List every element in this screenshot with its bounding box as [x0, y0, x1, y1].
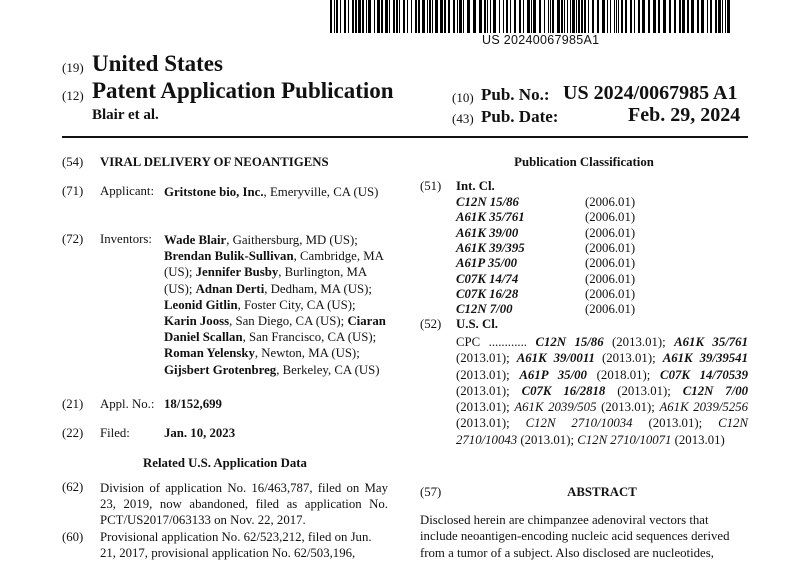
int-cl-date: (2006.01): [585, 240, 636, 255]
cpc-code: C07K 16/2818: [521, 383, 606, 398]
cpc-classification: [456, 334, 748, 448]
barcode-bar: [457, 0, 458, 33]
cpc-code: C12N 2710/10034: [525, 416, 633, 431]
barcode-image: [330, 0, 730, 33]
filed-label: Filed:: [100, 426, 130, 440]
tag-43: (43): [452, 111, 474, 126]
field-72-num: (72): [62, 232, 84, 246]
barcode-bar: [578, 0, 580, 33]
barcode-bar: [435, 0, 438, 33]
field-22-num: (22): [62, 426, 84, 440]
barcode-bar: [377, 0, 380, 33]
cpc-code: C12N 2710/10071: [577, 432, 672, 447]
inventor-name: Jennifer Busby: [195, 265, 279, 280]
tag-12: (12): [62, 88, 84, 103]
cpc-date: (2013.01): [671, 432, 725, 447]
barcode-bar: [479, 0, 482, 33]
inventor-location: , Berkeley, CA (US): [276, 362, 380, 377]
barcode-bar: [336, 0, 338, 33]
cpc-code: A61K 39/39541: [662, 351, 748, 366]
cpc-code: A61K 35/761: [674, 335, 748, 349]
cpc-date: (2013.01);: [456, 400, 515, 415]
barcode-bar: [334, 0, 335, 33]
field-52-num: (52): [420, 317, 442, 331]
barcode-bar: [552, 0, 554, 33]
barcode-bar: [658, 0, 660, 33]
cpc-code: A61P 35/00: [519, 367, 587, 382]
int-cl-date: (2006.01): [585, 302, 636, 317]
barcode-bar: [385, 0, 388, 33]
tag-10: (10): [452, 90, 474, 105]
barcode-bar: [679, 0, 681, 33]
pub-class-title: Publication Classification: [514, 155, 654, 169]
header-rule: [62, 136, 748, 138]
abstract-line: from a tumor of a subject. Also disclosed are nucleotides,: [420, 545, 714, 560]
barcode-bar: [588, 0, 589, 33]
inventor-location: , Newton, MA (US);: [254, 346, 360, 361]
document-type-heading: Patent Application Publication: [92, 78, 394, 103]
abstract-title: ABSTRACT: [567, 485, 637, 499]
int-cl-date: (2006.01): [585, 210, 636, 225]
abstract-line: include neoantigen-encoding nucleic acid sequences derived: [420, 529, 730, 544]
field-57-num: (57): [420, 485, 442, 499]
tag-19: (19): [62, 60, 84, 75]
cpc-date: (2013.01);: [632, 416, 719, 431]
barcode-bar: [381, 0, 383, 33]
pub-no-label: Pub. No.:: [481, 85, 550, 104]
barcode-bar: [510, 0, 511, 33]
abstract-line: Disclosed herein are chimpanzee adenoviral vectors that: [420, 513, 709, 527]
barcode-bar: [592, 0, 594, 33]
barcode-bar: [487, 0, 488, 33]
cpc-code: C12N 15/86: [535, 335, 604, 349]
cpc-date: (2013.01);: [456, 383, 522, 398]
barcode-bar: [429, 0, 431, 33]
barcode-bar: [548, 0, 549, 33]
barcode-bar: [393, 0, 395, 33]
barcode-bar: [674, 0, 676, 33]
barcode-bar: [358, 0, 361, 33]
int-cl-code: A61K 39/00: [456, 225, 519, 240]
barcode-bar: [715, 0, 717, 33]
int-cl-code: A61P 35/00: [456, 256, 518, 271]
barcode-bar: [653, 0, 656, 33]
applicant-label: Applicant:: [100, 184, 155, 198]
cpc-date: (2013.01);: [594, 351, 663, 366]
cpc-date: (2013.01);: [456, 367, 520, 382]
field-21-num: (21): [62, 397, 84, 411]
inventor-name: Karin Jooss: [164, 314, 230, 329]
inventor-location: , San Diego, CA (US);: [229, 314, 348, 329]
provisional-line-1: Provisional application No. 62/523,212, filed on Jun.: [100, 530, 372, 544]
barcode-bar: [399, 0, 400, 33]
field-60-num: (60): [62, 530, 84, 544]
cpc-date: (2013.01);: [517, 432, 578, 447]
barcode-bar: [630, 0, 632, 33]
inventor-location: , Burlington, MA (US);: [164, 265, 367, 296]
barcode-bar: [467, 0, 470, 33]
cpc-code: A61K 2039/505: [514, 400, 597, 415]
barcode-bar: [463, 0, 464, 33]
barcode-bar: [411, 0, 412, 33]
inventor-location: , San Francisco, CA (US);: [242, 330, 377, 345]
appl-no-label: Appl. No.:: [100, 397, 155, 411]
cpc-code: C07K 14/70539: [660, 367, 748, 382]
pub-date-value: Feb. 29, 2024: [628, 104, 741, 126]
barcode-bar: [648, 0, 650, 33]
barcode-bar: [422, 0, 425, 33]
int-cl-code: C12N 15/86: [456, 195, 519, 209]
barcode-bar: [710, 0, 712, 33]
barcode-bar: [415, 0, 417, 33]
barcode-bar: [584, 0, 586, 33]
barcode-bar: [407, 0, 408, 33]
inventor-location: , Cambridge, MA (US);: [164, 249, 384, 280]
barcode-bar: [602, 0, 605, 33]
barcode-bar: [581, 0, 583, 33]
barcode-bar: [669, 0, 671, 33]
barcode-bar: [618, 0, 619, 33]
us-cl-label: U.S. Cl.: [456, 317, 498, 331]
barcode-bar: [355, 0, 357, 33]
barcode-bar: [576, 0, 577, 33]
inventor-name: Adnan Derti: [195, 281, 265, 296]
cpc-label: CPC ............: [456, 335, 536, 349]
related-data-title: Related U.S. Application Data: [143, 456, 307, 470]
barcode-bar: [701, 0, 704, 33]
cpc-date: (2013.01);: [456, 351, 517, 366]
barcode-bar: [523, 0, 524, 33]
applicant-location: , Emeryville, CA (US): [263, 185, 379, 199]
int-cl-date: (2006.01): [585, 195, 636, 209]
barcode-bar: [427, 0, 428, 33]
barcode-bar: [642, 0, 645, 33]
cpc-code: C12N 2710/10043: [456, 416, 748, 447]
field-71-num: (71): [62, 184, 84, 198]
barcode-bar: [567, 0, 568, 33]
inventor-location: , Dedham, MA (US);: [264, 281, 372, 296]
barcode-bar: [557, 0, 560, 33]
barcode-bar: [362, 0, 364, 33]
inventor-name: Brendan Bulik-Sullivan: [164, 249, 294, 264]
barcode-bar: [418, 0, 420, 33]
barcode-bar: [519, 0, 521, 33]
barcode-bar: [432, 0, 433, 33]
barcode-bar: [564, 0, 565, 33]
field-51-num: (51): [420, 179, 442, 193]
division-text: Division of application No. 16/463,787, filed on May 23, 2019, now abandoned, filed as application No. PCT/US2017/063133 on Nov. 22, 2017.: [100, 481, 388, 528]
barcode-bar: [374, 0, 375, 33]
barcode-bar: [344, 0, 346, 33]
int-cl-code: C12N 7/00: [456, 302, 513, 317]
barcode-bar: [718, 0, 721, 33]
barcode-bar: [634, 0, 635, 33]
inventor-name: Gijsbert Grotenbreg: [164, 362, 277, 377]
filed-value: Jan. 10, 2023: [164, 426, 236, 440]
inventor-name: Roman Yelensky: [164, 346, 255, 361]
barcode-bar: [514, 0, 516, 33]
barcode-bar: [348, 0, 349, 33]
cpc-date: (2018.01);: [586, 367, 661, 382]
inventor-location: , Foster City, CA (US);: [237, 297, 356, 312]
barcode-bar: [687, 0, 689, 33]
barcode-bar: [490, 0, 491, 33]
barcode-bar: [440, 0, 443, 33]
pub-date-label: Pub. Date:: [481, 107, 559, 126]
barcode-bar: [527, 0, 530, 33]
pub-no-value: US 2024/0067985 A1: [563, 82, 738, 104]
int-cl-code: C07K 14/74: [456, 271, 519, 286]
authors: Blair et al.: [92, 107, 159, 123]
cpc-date: (2013.01);: [596, 400, 660, 415]
int-cl-date: (2006.01): [585, 271, 636, 286]
field-62-num: (62): [62, 480, 84, 494]
barcode-bar: [682, 0, 685, 33]
cpc-code: A61K 39/0011: [516, 351, 595, 366]
inventor-location: , Gaithersburg, MD (US);: [226, 233, 358, 247]
int-cl-date: (2006.01): [585, 256, 636, 271]
int-cl-code: A61K 35/761: [456, 210, 525, 225]
barcode-bar: [707, 0, 708, 33]
int-cl-code: A61K 39/395: [456, 240, 525, 255]
barcode-bar: [459, 0, 462, 33]
barcode-bar: [614, 0, 615, 33]
barcode-bar: [539, 0, 541, 33]
barcode-number: US 20240067985A1: [482, 33, 600, 47]
barcode-bar: [638, 0, 640, 33]
barcode-bar: [544, 0, 545, 33]
appl-no-value: 18/152,699: [164, 397, 222, 411]
applicant-name: Gritstone bio, Inc.: [164, 185, 264, 199]
barcode-bar: [403, 0, 405, 33]
barcode-bar: [550, 0, 551, 33]
barcode-bar: [610, 0, 611, 33]
inventor-name: Leonid Gitlin: [164, 297, 238, 312]
barcode-bar: [396, 0, 398, 33]
inventors-list: [164, 232, 386, 378]
barcode-bar: [597, 0, 599, 33]
barcode-bar: [621, 0, 623, 33]
provisional-line-2: 21, 2017, provisional application No. 62/503,196,: [100, 546, 356, 560]
barcode-bar: [340, 0, 341, 33]
barcode-bar: [663, 0, 666, 33]
barcode-bar: [499, 0, 500, 33]
int-cl-date: (2006.01): [585, 286, 636, 301]
barcode-bar: [484, 0, 486, 33]
barcode-bar: [572, 0, 575, 33]
barcode-bar: [727, 0, 730, 33]
country-heading: United States: [92, 51, 223, 76]
barcode-bar: [691, 0, 694, 33]
barcode-bar: [453, 0, 455, 33]
barcode-bar: [561, 0, 563, 33]
inventor-name: Wade Blair: [164, 233, 227, 247]
barcode-bar: [503, 0, 504, 33]
barcode-bar: [352, 0, 354, 33]
barcode-bar: [533, 0, 536, 33]
barcode-bar: [473, 0, 476, 33]
barcode-bar: [607, 0, 608, 33]
cpc-code: C12N 7/00: [682, 383, 748, 398]
barcode-bar: [616, 0, 617, 33]
barcode-bar: [506, 0, 508, 33]
inventor-name: Ciaran Daniel Scallan: [164, 314, 386, 345]
barcode-bar: [725, 0, 726, 33]
cpc-code: A61K 2039/5256: [659, 400, 748, 415]
barcode-bar: [493, 0, 496, 33]
barcode-bar: [722, 0, 723, 33]
cpc-date: (2013.01);: [456, 416, 526, 431]
invention-title: VIRAL DELIVERY OF NEOANTIGENS: [100, 155, 329, 169]
field-54-num: (54): [62, 155, 84, 169]
barcode-bar: [625, 0, 627, 33]
barcode-bar: [444, 0, 446, 33]
barcode-bar: [366, 0, 367, 33]
cpc-date: (2013.01);: [605, 383, 683, 398]
barcode-bar: [570, 0, 571, 33]
int-cl-label: Int. Cl.: [456, 179, 495, 193]
barcode-bar: [368, 0, 371, 33]
barcode-bar: [389, 0, 390, 33]
inventors-label: Inventors:: [100, 232, 152, 246]
barcode-bar: [531, 0, 532, 33]
int-cl-date: (2006.01): [585, 225, 636, 240]
int-cl-code: C07K 16/28: [456, 286, 519, 301]
cpc-date: (2013.01);: [603, 335, 675, 349]
barcode-bar: [330, 0, 332, 33]
barcode-bar: [448, 0, 450, 33]
barcode-bar: [697, 0, 699, 33]
applicant-text: [164, 184, 386, 200]
